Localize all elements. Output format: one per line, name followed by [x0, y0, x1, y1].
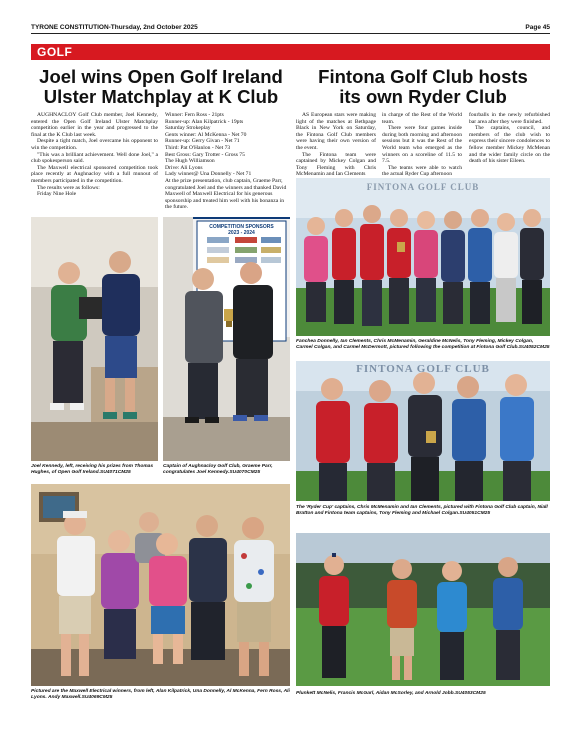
fintona-banner-text: FINTONA GOLF CLUB	[366, 182, 480, 192]
page-number: Page 45	[525, 24, 550, 31]
article2-paragraph: The Fintona team were captained by Mickey Colgan and Tony Fleming with Chris McMenamin and Ian Clements	[296, 151, 376, 178]
results-line: Runner-up: Gerry Givan - Net 71	[165, 138, 240, 145]
photo-maxwell-winners	[31, 484, 290, 686]
caption-joel-prizes: Joel Kennedy, left, receiving his prizes from Thomas Hughes, of Open Golf Ireland.SU4071CM25	[31, 464, 154, 475]
photo-captain-joel	[163, 217, 290, 461]
article2-paragraph: in charge of the Rest of the World team.	[382, 112, 462, 125]
caption-maxwell-winners: Pictured are the Maxwell Electrical winners, from left, Alan Kilpatrick, Una Donnelly, Al McKenna, Fern Ross, Ali Lyons. Andy Maxwell.SU4069CM25	[31, 689, 290, 700]
results-line: Drive: Ali Lyons	[165, 164, 203, 171]
article1-paragraph: Friday Nine Hole	[37, 191, 77, 198]
fintona-banner-text-2: FINTONA GOLF CLUB	[356, 363, 490, 375]
results-line: Gents winner: Al McKenna - Net 70	[165, 131, 247, 138]
article2-headline-line2: its own Ryder Club	[339, 86, 507, 107]
results-line: Best Gross: Gary Trotter - Gross 75	[165, 151, 245, 158]
article1-paragraph: The results were as follows:	[37, 184, 100, 191]
results-line: Saturday Strokeplay	[165, 125, 211, 132]
article1-paragraph: The Maxwell electrical sponsored competition took place recently at Aughnacloy with a full munout of members participated in the competition.	[31, 164, 158, 184]
results-line: Third: Pat O'Hanlon - Net 73	[165, 144, 231, 151]
section-band	[31, 44, 550, 60]
article1-headline-line1: Joel wins Open Golf Ireland	[39, 66, 283, 87]
article1-headline-line2: Ulster Matchplay at K Club	[43, 86, 279, 107]
article2-col1	[296, 112, 376, 178]
photo-fintona-group	[296, 178, 550, 336]
article1-paragraph: Despite a tight match, Joel overcame his opponent to win the competition.	[31, 138, 158, 151]
sponsors-board-title: COMPETITION SPONSORS	[209, 224, 274, 230]
header-rule	[31, 33, 550, 34]
article2-col3	[469, 112, 550, 165]
sponsors-board-year: 2023 - 2024	[228, 230, 255, 236]
caption-fintona-group: Fanchea Donnelly, Ian Clements, Chris McMenamin, Geraldine McNelis, Tony Fleming, Mickey Colgan, Carmel Colgan, and Carmel McDermott, pictured following the competition at Fintona Golf Club.SU4052CM25	[296, 339, 550, 350]
paper-title	[31, 24, 198, 31]
caption-four-golfers: Plunkett McNelis, Francis McGarl, Aidan McSorley, and Arnold Jobb.SU4053CM25	[296, 691, 486, 696]
article2-paragraph: There were four games inside during both morning and afternoon sessions but it was the Rest of the World team who emerged as the winners on a scoreline of 11.5 to 7.5.	[382, 125, 462, 165]
article1-paragraph: "This was a brilliant achievement. Well done Joel," a club spokesperson said.	[31, 151, 158, 165]
photo-ryder-captains	[296, 361, 550, 501]
article2-paragraph: The teams were able to watch the actual Ryder Cup afternoon	[382, 164, 462, 178]
article2-headline-line1: Fintona Golf Club hosts	[318, 66, 528, 87]
caption-ryder-captains: The 'Ryder Cup' captains, Chris McMenamin and Ian Clements, pictured with Fintona Golf Club captain, Niall Bratton and Fintona team captains, Tony Fleming and Michael Colgan.SU4051CM25	[296, 505, 548, 516]
article2-paragraph: fourballs in the newly refurbished bar area after they were finished.	[469, 112, 550, 125]
article1-col2	[165, 112, 289, 211]
article1-col1	[31, 112, 158, 198]
photo-four-golfers	[296, 533, 550, 686]
article2-paragraph: AS European stars were making light of the matches at Bethpage Black in New York on Saturday, the Fintona Golf Club members were having their own version of the event.	[296, 112, 376, 151]
photo-joel-prizes	[31, 217, 158, 461]
article2-headline	[296, 67, 550, 107]
section-label: GOLF	[37, 45, 73, 59]
results-line: The Hugh Williamson	[165, 158, 215, 165]
results-line: Lady winner@ Una Donnelly - Net 71	[165, 171, 252, 178]
results-line: Runner-up: Alan Kilpatrick - 19pts	[165, 118, 244, 125]
article1-headline	[31, 67, 291, 107]
article2-paragraph: The captains, council, and members of the club wish to express their sincere condolences to fellow member Mickey McMenan and the wider family circle on the death of his sister Eileen.	[469, 125, 550, 165]
paper-name: TYRONE CONSTITUTION	[31, 24, 109, 31]
caption-captain-joel: Captain of Aughnacloy Golf Club, Graeme Parr, congratulates Joel Kennedy.SU4070CM25	[163, 464, 273, 475]
article1-paragraph: At the prize presentation, club captain, Graeme Parr, congratulated Joel and the winners and thanked David Maxwell of Maxwell Electrical for his generous sponsorship and treated him well with his bonanza in the future.	[165, 177, 287, 211]
article1-paragraph: AUGHNACLOY Golf Club member, Joel Kennedy, entered the Open Golf Ireland Ulster Matchplay competition earlier in the year and progressed to the final at the K Club last week.	[31, 112, 158, 138]
article2-col2	[382, 112, 462, 178]
paper-date: -Thursday, 2nd October 2025	[108, 24, 198, 31]
results-line: Winner: Fern Ross - 21pts	[165, 112, 224, 118]
